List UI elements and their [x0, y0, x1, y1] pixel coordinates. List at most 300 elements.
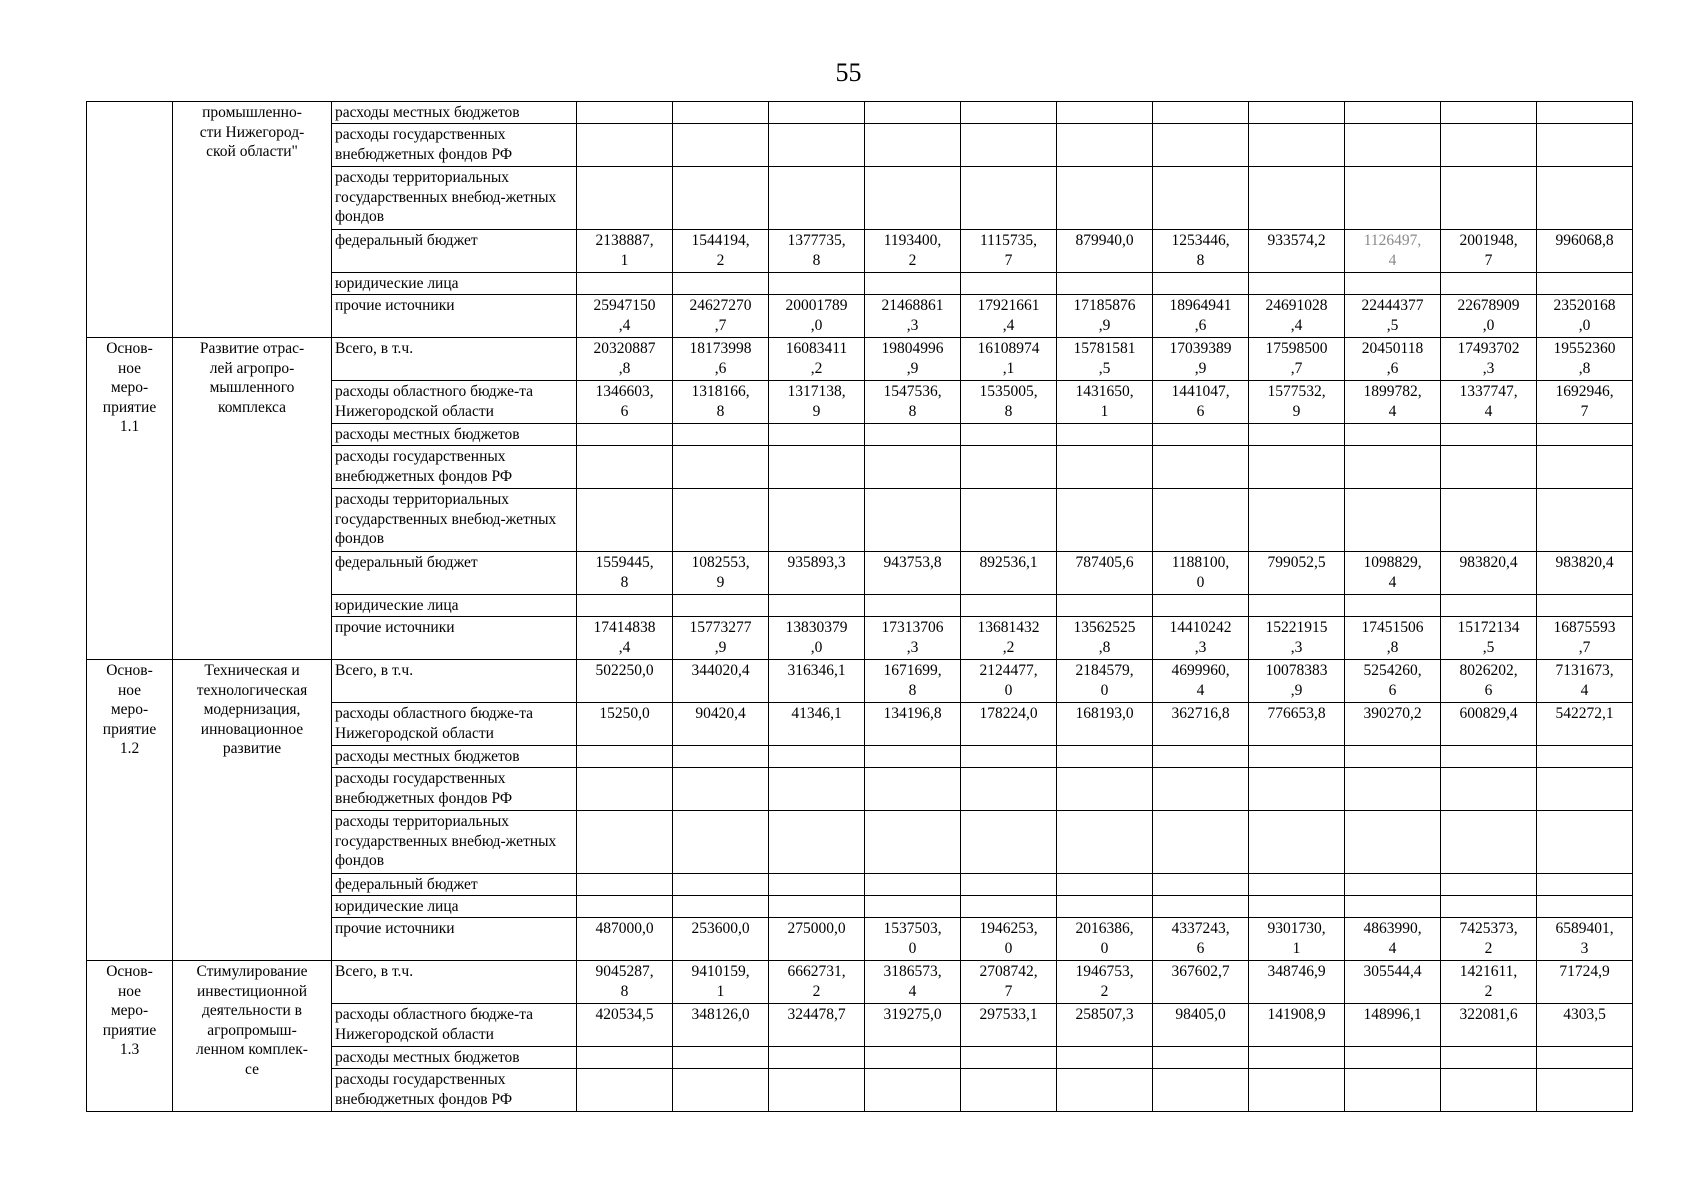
- value-cell: [1441, 102, 1537, 124]
- value-cell: 1899782, 4: [1345, 381, 1441, 424]
- value-cell: [1057, 273, 1153, 295]
- value-cell: 17313706 ,3: [865, 617, 961, 660]
- value-cell: [769, 595, 865, 617]
- value-cell: 1431650, 1: [1057, 381, 1153, 424]
- funding-source-cell: расходы областного бюдже-та Нижегородской области: [332, 703, 577, 746]
- value-cell: 14410242 ,3: [1153, 617, 1249, 660]
- value-cell: [577, 124, 673, 167]
- value-cell: 390270,2: [1345, 703, 1441, 746]
- value-cell: [577, 811, 673, 874]
- value-cell: [673, 273, 769, 295]
- value-cell: [1345, 768, 1441, 811]
- value-cell: [1441, 273, 1537, 295]
- value-cell: 141908,9: [1249, 1004, 1345, 1047]
- value-cell: [1057, 811, 1153, 874]
- value-cell: 1946753, 2: [1057, 961, 1153, 1004]
- value-cell: [1537, 874, 1633, 896]
- value-cell: [577, 874, 673, 896]
- value-cell: 41346,1: [769, 703, 865, 746]
- value-cell: [865, 424, 961, 446]
- value-cell: 2016386, 0: [1057, 918, 1153, 961]
- value-cell: [1249, 489, 1345, 552]
- value-cell: 18173998 ,6: [673, 338, 769, 381]
- value-cell: [577, 273, 673, 295]
- value-cell: 305544,4: [1345, 961, 1441, 1004]
- value-cell: 2184579, 0: [1057, 660, 1153, 703]
- value-cell: 1126497, 4: [1345, 230, 1441, 273]
- activity-name-cell: Стимулирование инвестиционной деятельности в агропромыш- ленном комплек- се: [173, 961, 332, 1112]
- value-cell: [1537, 811, 1633, 874]
- value-cell: 1535005, 8: [961, 381, 1057, 424]
- value-cell: 22444377 ,5: [1345, 295, 1441, 338]
- value-cell: 16083411 ,2: [769, 338, 865, 381]
- value-cell: [865, 1047, 961, 1069]
- value-cell: 15250,0: [577, 703, 673, 746]
- funding-source-cell: расходы территориальных государственных внебюд-жетных фондов: [332, 167, 577, 230]
- value-cell: [1345, 874, 1441, 896]
- value-cell: [1057, 167, 1153, 230]
- value-cell: [1537, 424, 1633, 446]
- value-cell: [577, 446, 673, 489]
- value-cell: [769, 489, 865, 552]
- value-cell: 9045287, 8: [577, 961, 673, 1004]
- value-cell: 324478,7: [769, 1004, 865, 1047]
- value-cell: [1441, 1047, 1537, 1069]
- value-cell: 943753,8: [865, 552, 961, 595]
- value-cell: 4303,5: [1537, 1004, 1633, 1047]
- value-cell: 319275,0: [865, 1004, 961, 1047]
- value-cell: [1057, 446, 1153, 489]
- value-cell: [769, 1047, 865, 1069]
- value-cell: 15221915 ,3: [1249, 617, 1345, 660]
- value-cell: [865, 124, 961, 167]
- value-cell: 1537503, 0: [865, 918, 961, 961]
- value-cell: [1249, 424, 1345, 446]
- value-cell: [1441, 811, 1537, 874]
- value-cell: [1345, 273, 1441, 295]
- value-cell: 15773277 ,9: [673, 617, 769, 660]
- value-cell: [1249, 811, 1345, 874]
- value-cell: 15172134 ,5: [1441, 617, 1537, 660]
- value-cell: [1249, 874, 1345, 896]
- funding-source-cell: юридические лица: [332, 896, 577, 918]
- value-cell: 1946253, 0: [961, 918, 1057, 961]
- table-row: [87, 961, 1633, 1004]
- value-cell: 2124477, 0: [961, 660, 1057, 703]
- value-cell: [1249, 746, 1345, 768]
- funding-source-cell: федеральный бюджет: [332, 874, 577, 896]
- value-cell: 1253446, 8: [1153, 230, 1249, 273]
- value-cell: [961, 1069, 1057, 1112]
- value-cell: 933574,2: [1249, 230, 1345, 273]
- value-cell: [1441, 1069, 1537, 1112]
- value-cell: [1537, 1047, 1633, 1069]
- value-cell: [1537, 595, 1633, 617]
- value-cell: 4337243, 6: [1153, 918, 1249, 961]
- value-cell: [1537, 1069, 1633, 1112]
- value-cell: [1537, 273, 1633, 295]
- activity-code-cell: [87, 102, 173, 338]
- value-cell: 4863990, 4: [1345, 918, 1441, 961]
- value-cell: 983820,4: [1537, 552, 1633, 595]
- value-cell: 3186573, 4: [865, 961, 961, 1004]
- value-cell: [865, 746, 961, 768]
- value-cell: [1441, 896, 1537, 918]
- value-cell: [673, 768, 769, 811]
- value-cell: [673, 102, 769, 124]
- value-cell: [1537, 489, 1633, 552]
- funding-source-cell: прочие источники: [332, 617, 577, 660]
- value-cell: 322081,6: [1441, 1004, 1537, 1047]
- value-cell: [961, 446, 1057, 489]
- value-cell: [1057, 595, 1153, 617]
- value-cell: [865, 768, 961, 811]
- value-cell: [1153, 768, 1249, 811]
- value-cell: [1441, 424, 1537, 446]
- value-cell: 1337747, 4: [1441, 381, 1537, 424]
- value-cell: [1441, 124, 1537, 167]
- value-cell: [1441, 595, 1537, 617]
- value-cell: [1153, 1069, 1249, 1112]
- value-cell: [961, 811, 1057, 874]
- value-cell: [1441, 167, 1537, 230]
- value-cell: [1345, 595, 1441, 617]
- value-cell: 2001948, 7: [1441, 230, 1537, 273]
- value-cell: [1441, 768, 1537, 811]
- value-cell: 1692946, 7: [1537, 381, 1633, 424]
- value-cell: 8026202, 6: [1441, 660, 1537, 703]
- value-cell: [577, 1047, 673, 1069]
- value-cell: [1153, 424, 1249, 446]
- value-cell: [1249, 446, 1345, 489]
- value-cell: [961, 1047, 1057, 1069]
- value-cell: [1345, 446, 1441, 489]
- value-cell: 2708742, 7: [961, 961, 1057, 1004]
- value-cell: [769, 746, 865, 768]
- value-cell: [1057, 124, 1153, 167]
- value-cell: 1317138, 9: [769, 381, 865, 424]
- value-cell: [769, 424, 865, 446]
- value-cell: 1421611, 2: [1441, 961, 1537, 1004]
- value-cell: 90420,4: [673, 703, 769, 746]
- activity-code-cell: Основ- ное меро- приятие 1.2: [87, 660, 173, 961]
- value-cell: [1057, 489, 1153, 552]
- value-cell: 23520168 ,0: [1537, 295, 1633, 338]
- value-cell: [1345, 102, 1441, 124]
- value-cell: [865, 273, 961, 295]
- funding-source-cell: Всего, в т.ч.: [332, 338, 577, 381]
- value-cell: [1441, 746, 1537, 768]
- value-cell: [769, 896, 865, 918]
- activity-code-cell: Основ- ное меро- приятие 1.3: [87, 961, 173, 1112]
- value-cell: 168193,0: [1057, 703, 1153, 746]
- value-cell: [673, 424, 769, 446]
- value-cell: 7425373, 2: [1441, 918, 1537, 961]
- value-cell: [1441, 446, 1537, 489]
- value-cell: 18964941 ,6: [1153, 295, 1249, 338]
- value-cell: 16108974 ,1: [961, 338, 1057, 381]
- value-cell: 6589401, 3: [1537, 918, 1633, 961]
- activity-name-cell: Развитие отрас- лей агропро- мышленного комплекса: [173, 338, 332, 660]
- value-cell: [1057, 424, 1153, 446]
- value-cell: [673, 124, 769, 167]
- value-cell: 15781581 ,5: [1057, 338, 1153, 381]
- value-cell: [769, 446, 865, 489]
- value-cell: [865, 167, 961, 230]
- value-cell: [769, 102, 865, 124]
- value-cell: [1153, 746, 1249, 768]
- value-cell: [1249, 896, 1345, 918]
- value-cell: [865, 102, 961, 124]
- value-cell: 20001789 ,0: [769, 295, 865, 338]
- value-cell: [961, 424, 1057, 446]
- value-cell: [865, 595, 961, 617]
- funding-source-cell: прочие источники: [332, 295, 577, 338]
- value-cell: 25947150 ,4: [577, 295, 673, 338]
- value-cell: 1346603, 6: [577, 381, 673, 424]
- value-cell: 892536,1: [961, 552, 1057, 595]
- value-cell: 13562525 ,8: [1057, 617, 1153, 660]
- value-cell: [577, 102, 673, 124]
- value-cell: 2138887, 1: [577, 230, 673, 273]
- value-cell: 879940,0: [1057, 230, 1153, 273]
- value-cell: [673, 489, 769, 552]
- value-cell: 996068,8: [1537, 230, 1633, 273]
- value-cell: [1345, 1047, 1441, 1069]
- value-cell: 348126,0: [673, 1004, 769, 1047]
- value-cell: 348746,9: [1249, 961, 1345, 1004]
- value-cell: [1345, 896, 1441, 918]
- value-cell: [577, 746, 673, 768]
- funding-source-cell: расходы государственных внебюджетных фондов РФ: [332, 768, 577, 811]
- value-cell: 98405,0: [1153, 1004, 1249, 1047]
- value-cell: [673, 595, 769, 617]
- funding-source-cell: федеральный бюджет: [332, 552, 577, 595]
- value-cell: 9410159, 1: [673, 961, 769, 1004]
- value-cell: [1537, 768, 1633, 811]
- value-cell: [1345, 124, 1441, 167]
- value-cell: 787405,6: [1057, 552, 1153, 595]
- value-cell: [865, 811, 961, 874]
- value-cell: [1057, 102, 1153, 124]
- value-cell: [1345, 746, 1441, 768]
- value-cell: [865, 874, 961, 896]
- value-cell: [1153, 273, 1249, 295]
- value-cell: [1057, 1047, 1153, 1069]
- value-cell: 502250,0: [577, 660, 673, 703]
- value-cell: [1153, 595, 1249, 617]
- value-cell: [1249, 595, 1345, 617]
- value-cell: [1345, 1069, 1441, 1112]
- value-cell: [673, 167, 769, 230]
- value-cell: 5254260, 6: [1345, 660, 1441, 703]
- funding-source-cell: прочие источники: [332, 918, 577, 961]
- value-cell: [1057, 1069, 1153, 1112]
- value-cell: [1153, 811, 1249, 874]
- value-cell: 21468861 ,3: [865, 295, 961, 338]
- value-cell: 487000,0: [577, 918, 673, 961]
- value-cell: [769, 273, 865, 295]
- value-cell: [673, 896, 769, 918]
- value-cell: 24627270 ,7: [673, 295, 769, 338]
- value-cell: 316346,1: [769, 660, 865, 703]
- value-cell: [1153, 896, 1249, 918]
- value-cell: [1153, 124, 1249, 167]
- value-cell: [1057, 746, 1153, 768]
- value-cell: [1345, 424, 1441, 446]
- value-cell: 19552360 ,8: [1537, 338, 1633, 381]
- value-cell: [769, 167, 865, 230]
- funding-source-cell: расходы местных бюджетов: [332, 102, 577, 124]
- value-cell: [769, 124, 865, 167]
- value-cell: [673, 1047, 769, 1069]
- value-cell: [1057, 768, 1153, 811]
- value-cell: [865, 896, 961, 918]
- funding-source-cell: расходы местных бюджетов: [332, 424, 577, 446]
- value-cell: [577, 1069, 673, 1112]
- value-cell: [1345, 811, 1441, 874]
- value-cell: 71724,9: [1537, 961, 1633, 1004]
- value-cell: 258507,3: [1057, 1004, 1153, 1047]
- value-cell: [961, 746, 1057, 768]
- value-cell: 983820,4: [1441, 552, 1537, 595]
- budget-table: [86, 101, 1633, 1112]
- value-cell: [769, 874, 865, 896]
- funding-source-cell: расходы государственных внебюджетных фондов РФ: [332, 1069, 577, 1112]
- value-cell: 19804996 ,9: [865, 338, 961, 381]
- activity-code-cell: Основ- ное меро- приятие 1.1: [87, 338, 173, 660]
- value-cell: 17921661 ,4: [961, 295, 1057, 338]
- value-cell: 344020,4: [673, 660, 769, 703]
- value-cell: 20320887 ,8: [577, 338, 673, 381]
- activity-name-cell: Техническая и технологическая модернизация, инновационное развитие: [173, 660, 332, 961]
- funding-source-cell: юридические лица: [332, 273, 577, 295]
- value-cell: [961, 595, 1057, 617]
- value-cell: [961, 896, 1057, 918]
- value-cell: 7131673, 4: [1537, 660, 1633, 703]
- value-cell: [1537, 102, 1633, 124]
- funding-source-cell: расходы государственных внебюджетных фондов РФ: [332, 124, 577, 167]
- value-cell: 178224,0: [961, 703, 1057, 746]
- value-cell: 1559445, 8: [577, 552, 673, 595]
- value-cell: [1537, 446, 1633, 489]
- value-cell: 1577532, 9: [1249, 381, 1345, 424]
- value-cell: [769, 1069, 865, 1112]
- value-cell: 13830379 ,0: [769, 617, 865, 660]
- value-cell: [1249, 102, 1345, 124]
- table-row: [87, 660, 1633, 703]
- value-cell: [769, 811, 865, 874]
- funding-source-cell: федеральный бюджет: [332, 230, 577, 273]
- table-row: [87, 338, 1633, 381]
- value-cell: 17185876 ,9: [1057, 295, 1153, 338]
- value-cell: [1249, 273, 1345, 295]
- funding-source-cell: расходы территориальных государственных внебюд-жетных фондов: [332, 489, 577, 552]
- value-cell: [865, 1069, 961, 1112]
- value-cell: 1318166, 8: [673, 381, 769, 424]
- value-cell: 24691028 ,4: [1249, 295, 1345, 338]
- value-cell: [1345, 489, 1441, 552]
- value-cell: [769, 768, 865, 811]
- value-cell: [577, 768, 673, 811]
- value-cell: 1188100, 0: [1153, 552, 1249, 595]
- value-cell: 362716,8: [1153, 703, 1249, 746]
- value-cell: 17598500 ,7: [1249, 338, 1345, 381]
- value-cell: 1193400, 2: [865, 230, 961, 273]
- value-cell: 17451506 ,8: [1345, 617, 1441, 660]
- value-cell: 420534,5: [577, 1004, 673, 1047]
- value-cell: [1537, 896, 1633, 918]
- value-cell: [1345, 167, 1441, 230]
- value-cell: [1249, 1047, 1345, 1069]
- value-cell: 9301730, 1: [1249, 918, 1345, 961]
- value-cell: 6662731, 2: [769, 961, 865, 1004]
- value-cell: [673, 746, 769, 768]
- value-cell: 134196,8: [865, 703, 961, 746]
- value-cell: [961, 273, 1057, 295]
- value-cell: 17493702 ,3: [1441, 338, 1537, 381]
- value-cell: [961, 768, 1057, 811]
- value-cell: [1153, 489, 1249, 552]
- value-cell: [1249, 768, 1345, 811]
- value-cell: 1671699, 8: [865, 660, 961, 703]
- value-cell: [961, 102, 1057, 124]
- value-cell: [1537, 167, 1633, 230]
- value-cell: [1153, 1047, 1249, 1069]
- value-cell: [1153, 446, 1249, 489]
- value-cell: 1082553, 9: [673, 552, 769, 595]
- value-cell: [673, 446, 769, 489]
- funding-source-cell: расходы территориальных государственных внебюд-жетных фондов: [332, 811, 577, 874]
- value-cell: 148996,1: [1345, 1004, 1441, 1047]
- value-cell: [1249, 167, 1345, 230]
- value-cell: 935893,3: [769, 552, 865, 595]
- value-cell: 1544194, 2: [673, 230, 769, 273]
- value-cell: [673, 1069, 769, 1112]
- value-cell: 1547536, 8: [865, 381, 961, 424]
- table-row: [87, 102, 1633, 124]
- value-cell: 799052,5: [1249, 552, 1345, 595]
- value-cell: [1441, 874, 1537, 896]
- value-cell: [1153, 167, 1249, 230]
- value-cell: [961, 167, 1057, 230]
- funding-source-cell: расходы государственных внебюджетных фондов РФ: [332, 446, 577, 489]
- value-cell: [1057, 874, 1153, 896]
- value-cell: 17039389 ,9: [1153, 338, 1249, 381]
- value-cell: 10078383 ,9: [1249, 660, 1345, 703]
- value-cell: 776653,8: [1249, 703, 1345, 746]
- value-cell: [961, 489, 1057, 552]
- value-cell: [1537, 124, 1633, 167]
- value-cell: [961, 874, 1057, 896]
- value-cell: 22678909 ,0: [1441, 295, 1537, 338]
- value-cell: 20450118 ,6: [1345, 338, 1441, 381]
- funding-source-cell: расходы местных бюджетов: [332, 1047, 577, 1069]
- value-cell: [1249, 1069, 1345, 1112]
- value-cell: [577, 424, 673, 446]
- activity-name-cell: промышленно- сти Нижегород- ской области": [173, 102, 332, 338]
- value-cell: [577, 167, 673, 230]
- value-cell: 16875593 ,7: [1537, 617, 1633, 660]
- value-cell: [673, 811, 769, 874]
- value-cell: 275000,0: [769, 918, 865, 961]
- value-cell: 13681432 ,2: [961, 617, 1057, 660]
- value-cell: [865, 446, 961, 489]
- value-cell: 1441047, 6: [1153, 381, 1249, 424]
- value-cell: [577, 489, 673, 552]
- value-cell: [577, 595, 673, 617]
- value-cell: [961, 124, 1057, 167]
